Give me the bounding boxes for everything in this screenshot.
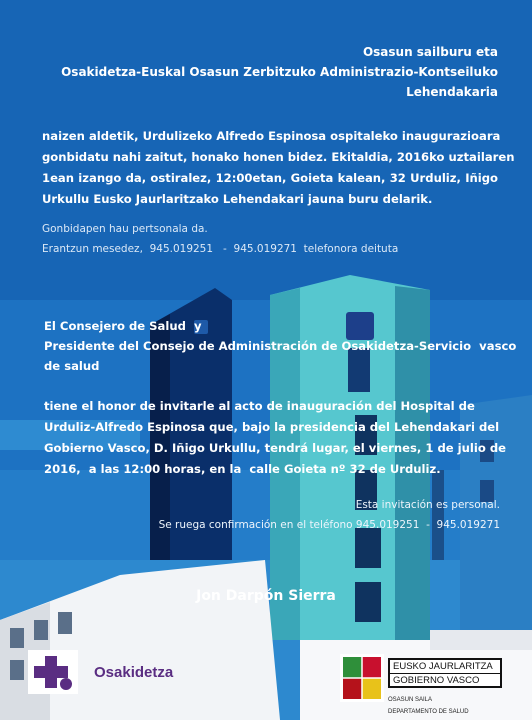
basque-note-line1: Gonbidapen hau pertsonala da.	[42, 223, 208, 235]
spanish-header-line3: de salud	[44, 359, 100, 373]
basque-body-line: Urkullu Eusko Jaurlaritzako Lehendakari jauna buru delarik.	[42, 192, 433, 206]
spanish-body-line: Urduliz-Alfredo Espinosa que, bajo la presidencia del Lehendakari del	[44, 420, 500, 434]
basque-body	[42, 126, 515, 210]
signature-name: Jon Darpón Sierra	[196, 588, 336, 604]
basque-header-line3: Lehendakaria	[406, 85, 498, 99]
basque-body-line: naizen aldetik, Urdulizeko Alfredo Espinosa ospitaleko inaugurazioara	[42, 129, 501, 143]
basque-government-logo	[340, 652, 510, 720]
osakidetza-wordmark: Osakidetza	[94, 663, 174, 681]
spanish-header-line2: Presidente del Consejo de Administración de Osakidetza-Servicio vasco	[44, 339, 517, 353]
basque-header-line1: Osasun sailburu eta	[362, 45, 498, 59]
basque-note-line2: Erantzun mesedez, 945.019251 - 945.019271 telefonora deituta	[42, 243, 399, 255]
spanish-body-line: 2016, a las 12:00 horas, en la calle Goieta nº 32 de Urduliz.	[44, 462, 441, 476]
spanish-body-line: tiene el honor de invitarle al acto de inauguración del Hospital de	[44, 399, 475, 413]
spanish-header-line1: El Consejero de Salud y	[44, 319, 202, 333]
dept-name-spanish: DEPARTAMENTO DE SALUD	[388, 709, 469, 715]
gov-name-spanish: GOBIERNO VASCO	[393, 675, 480, 686]
dept-name-basque: OSASUN SAILA	[388, 697, 433, 703]
coat-of-arms-icon	[340, 654, 384, 702]
spanish-note-line1: Esta invitación es personal.	[355, 499, 500, 511]
basque-body-line: gonbidatu nahi zaitut, honako honen bidez. Ekitaldia, 2016ko uztailaren	[42, 150, 515, 164]
spanish-note-line2: Se ruega confirmación en el teléfono 945.019251 - 945.019271	[158, 519, 500, 531]
osakidetza-logo	[28, 650, 173, 694]
osakidetza-emblem-icon	[28, 650, 78, 694]
gov-name-basque: EUSKO JAURLARITZA	[390, 660, 500, 674]
spanish-body-line: Gobierno Vasco, D. Iñigo Urkullu, tendrá lugar, el viernes, 1 de julio de	[44, 441, 506, 455]
basque-header-line2: Osakidetza-Euskal Osasun Zerbitzuko Administrazio-Kontseiluko	[61, 65, 498, 79]
spanish-body	[44, 396, 506, 480]
gov-name-box	[388, 658, 502, 688]
basque-body-line: 1ean izango da, ostiralez, 12:00etan, Goieta kalean, 32 Urduliz, Iñigo	[42, 171, 498, 185]
